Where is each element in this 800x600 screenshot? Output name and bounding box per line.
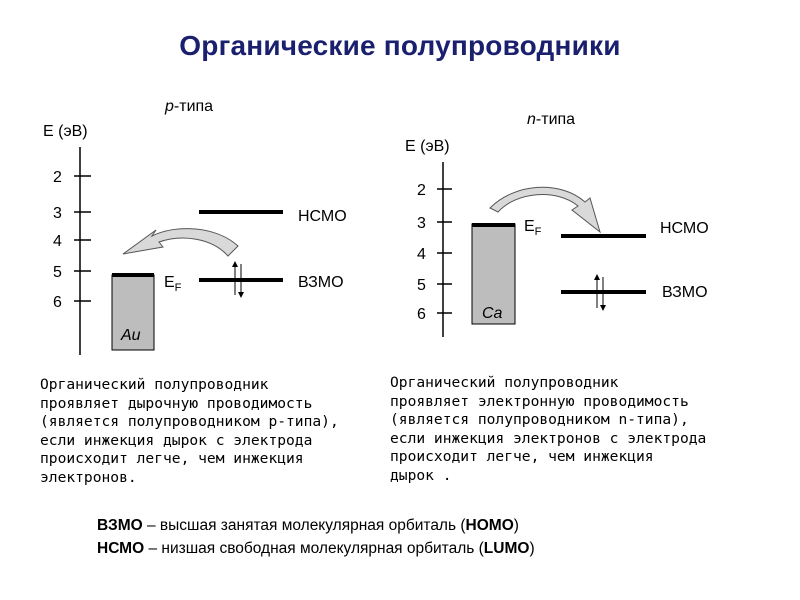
p-type-description [40,376,339,488]
p-tick-label: 6 [53,294,62,311]
n-tick-label: 6 [417,306,426,323]
n-type-label: n-типа [527,111,576,128]
text-line: происходит легче, чем инжекция [390,448,654,466]
text-line: если инжекция дырок с электрода [40,431,313,449]
text-line: (является полупроводником р-типа), [40,413,339,431]
au-electrode-label: Au [121,327,141,344]
slide-title: Органические полупроводники [179,30,621,61]
p-homo-label: ВЗМО [298,274,344,291]
text-line: проявляет дырочную проводимость [40,394,313,412]
p-tick-label: 5 [53,264,62,281]
n-type-panel [405,111,709,337]
text-line: дырок . [390,466,452,484]
homo-close: ) [513,517,519,534]
n-tick-label: 2 [417,182,426,199]
ca-electrode-label: Ca [482,305,503,322]
n-lumo-label: НСМО [660,220,709,237]
hole-injection-arrow [123,229,238,256]
n-tick-label: 5 [417,277,426,294]
text-line: электронов. [40,468,137,486]
text-line: проявляет электронную проводимость [390,392,689,410]
n-homo-label: ВЗМО [662,284,708,301]
homo-definition [97,517,519,535]
p-lumo-label: НСМО [298,208,347,225]
homo-abbr: HOMO [465,517,514,534]
p-axis-label: E (эВ) [43,123,88,140]
lumo-text: – низшая свободная молекулярная орбиталь ( [144,540,484,557]
text-line: Органический полупроводник [390,374,619,391]
n-tick-label: 3 [417,215,426,232]
p-fermi-level-label: $E_F$ [164,274,182,294]
homo-text: – высшая занятая молекулярная орбиталь ( [142,517,466,534]
text-line: происходит легче, чем инжекция [40,450,304,468]
text-line: (является полупроводником n-типа), [390,411,689,429]
p-type-panel [43,98,347,355]
lumo-term: НСМО [97,540,145,557]
n-tick-label: 4 [417,246,426,263]
p-tick-label: 4 [53,233,62,250]
n-fermi-level-label: $E_F$ [524,218,542,238]
homo-term: ВЗМО [97,517,143,534]
lumo-definition [97,540,535,558]
n-type-description [390,374,706,486]
lumo-abbr: LUMO [483,540,530,557]
n-axis-label: E (эВ) [405,138,450,155]
text-line: Органический полупроводник [40,376,269,393]
text-line: если инжекция электронов с электрода [390,429,707,447]
p-type-label: p-типа [165,98,214,115]
p-tick-label: 2 [53,169,62,186]
p-tick-label: 3 [53,205,62,222]
lumo-close: ) [529,540,535,557]
